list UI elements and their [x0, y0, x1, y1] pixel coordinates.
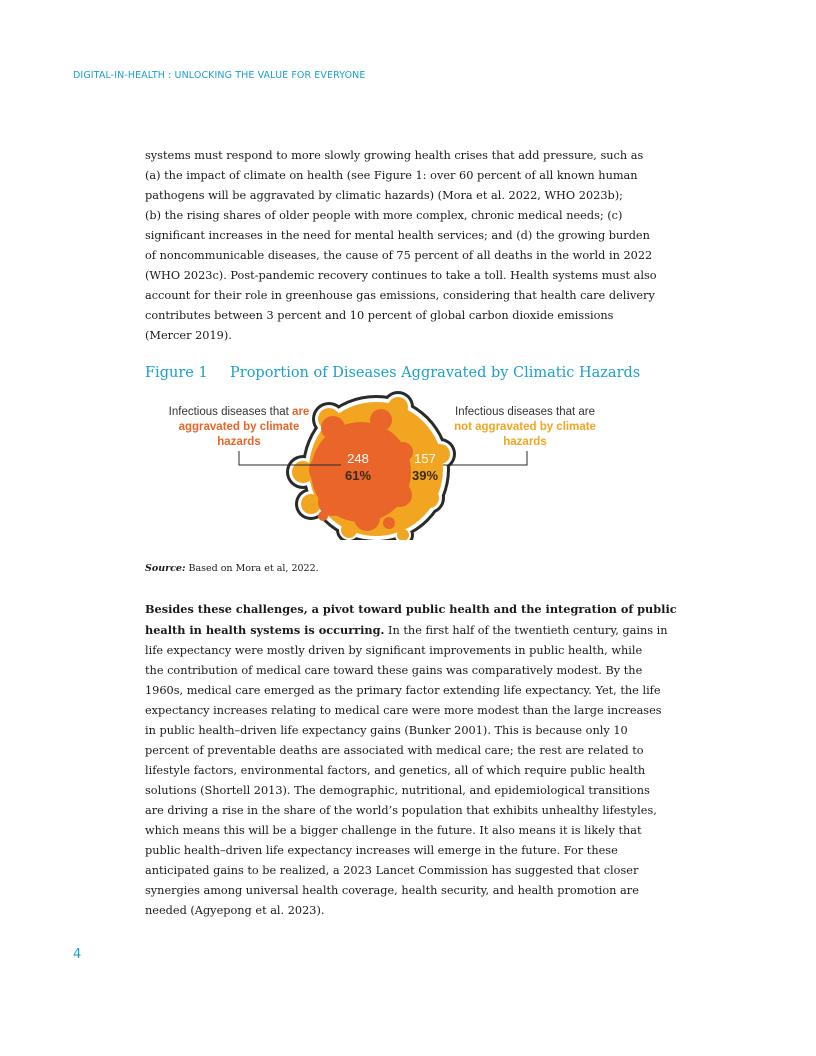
- text-line: account for their role in greenhouse gas emissions, considering that health care delivery: [145, 289, 655, 302]
- left-label-line2: aggravated by climate: [178, 421, 300, 433]
- text-line: systems must respond to more slowly growing health crises that add pressure, such as: [145, 149, 644, 162]
- text-line: synergies among universal health coverage, health security, and health promotion are: [145, 884, 639, 897]
- figure-source: [145, 563, 319, 574]
- text-line: (a) the impact of climate on health (see Figure 1: over 60 percent of all known human: [145, 169, 638, 182]
- text-line: significant increases in the need for mental health services; and (d) the growing burden: [145, 229, 650, 242]
- text-line: (Mercer 2019).: [145, 329, 232, 342]
- right-label-line3: hazards: [503, 436, 547, 448]
- left-label-line1: Infectious diseases that are: [168, 406, 310, 418]
- text-line: [145, 599, 680, 620]
- text-line: needed (Agyepong et al. 2023).: [145, 904, 325, 917]
- right-label-line2: not aggravated by climate: [454, 421, 596, 433]
- text-line: in public health–driven life expectancy gains (Bunker 2001). This is because only 10: [145, 724, 628, 737]
- lead-sentence: health in health systems is occurring.: [145, 623, 385, 637]
- text-line: expectancy increases relating to medical care were more modest than the large increases: [145, 704, 662, 717]
- text-line: solutions (Shortell 2013). The demographic, nutritional, and epidemiological transitions: [145, 784, 650, 797]
- text-line: percent of preventable deaths are associated with medical care; the rest are related to: [145, 744, 644, 757]
- figure-1: [145, 390, 680, 540]
- text-line: (WHO 2023c). Post-pandemic recovery continues to take a toll. Health systems must also: [145, 269, 657, 282]
- text-line: public health–driven life expectancy increases will emerge in the future. For these: [145, 844, 618, 857]
- text-line: the contribution of medical care toward these gains was comparatively modest. By the: [145, 664, 643, 677]
- body-paragraph: [145, 599, 680, 921]
- text-line: pathogens will be aggravated by climatic hazards) (Mora et al. 2022, WHO 2023b);: [145, 189, 623, 202]
- text-line: are driving a rise in the share of the world’s population that exhibits unhealthy lifestyles,: [145, 804, 657, 817]
- slice-aggravated-count: 248: [347, 451, 369, 466]
- text-line: anticipated gains to be realized, a 2023 Lancet Commission has suggested that closer: [145, 864, 639, 877]
- left-label-line3: hazards: [217, 436, 261, 448]
- text-line: which means this will be a bigger challenge in the future. It also means it is likely that: [145, 824, 642, 837]
- text-line: (b) the rising shares of older people with more complex, chronic medical needs; (c): [145, 209, 623, 222]
- text-line: contributes between 3 percent and 10 percent of global carbon dioxide emissions: [145, 309, 614, 322]
- text-line: health in health systems is occurring. In the first half of the twentieth century, gains in: [145, 623, 668, 637]
- intro-paragraph: [145, 146, 680, 346]
- blob-chart: [145, 390, 680, 540]
- source-text: Based on Mora et al, 2022.: [185, 563, 319, 574]
- figure-title: [145, 365, 640, 381]
- right-label-line1: Infectious diseases that are: [455, 406, 595, 418]
- slice-aggravated-percent: 61%: [344, 468, 372, 483]
- figure-caption: Proportion of Diseases Aggravated by Climatic Hazards: [230, 365, 641, 381]
- source-label: Source:: [145, 563, 186, 574]
- text-line: of noncommunicable diseases, the cause of 75 percent of all deaths in the world in 2022: [145, 249, 653, 262]
- text-line: 1960s, medical care emerged as the primary factor extending life expectancy. Yet, the life: [145, 684, 661, 697]
- page-number: 4: [73, 947, 82, 962]
- figure-number: Figure 1: [145, 365, 208, 381]
- running-header: DIGITAL-IN-HEALTH : UNLOCKING THE VALUE FOR EVERYONE: [73, 70, 366, 81]
- lead-sentence: Besides these challenges, a pivot toward public health and the integration of public: [145, 602, 677, 616]
- slice-not-aggravated-percent: 39%: [411, 468, 439, 483]
- slice-not-aggravated-count: 157: [414, 451, 436, 466]
- text-line: life expectancy were mostly driven by significant improvements in public health, while: [145, 644, 643, 657]
- text-line: lifestyle factors, environmental factors, and genetics, all of which require public health: [145, 764, 646, 777]
